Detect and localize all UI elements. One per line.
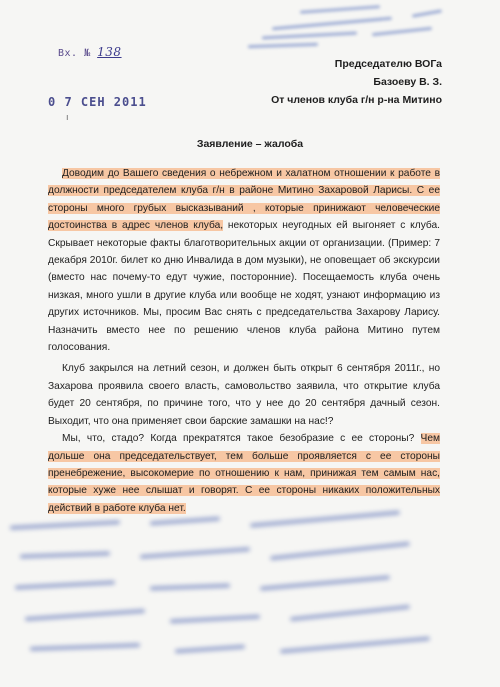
highlighted-text-2: Чем дольше она председательствует, тем больше проявляется с ее стороны пренебрежение, высокомерие по отношению к нам, принижая тем самым нас, которые хуже нее слышат и говорят. С ее стороны никаких положительных действий в работе клуба нет. bbox=[48, 433, 440, 514]
document-title: Заявление – жалоба bbox=[196, 138, 304, 150]
addressee-block bbox=[271, 55, 442, 109]
blurred-signatures bbox=[0, 505, 500, 687]
stamp-mark: ı bbox=[66, 112, 69, 122]
highlighted-text-1: Доводим до Вашего сведения о небрежном и халатном отношении к работе в должности председателем клуба г/н в районе Митино Захаровой Ларисы. С ее стороны много грубых высказываний , которые принижают человеческие достоинства в адрес членов клуба, bbox=[48, 168, 440, 232]
incoming-label: Вх. № bbox=[58, 48, 91, 59]
document-body bbox=[48, 165, 440, 517]
paragraph-3-start: Мы, что, стадо? Когда прекратятся такое безобразие с ее стороны? bbox=[62, 433, 421, 445]
addressee-line-3: От членов клуба г/н р-на Митино bbox=[271, 94, 442, 106]
addressee-line-2: Базоеву В. З. bbox=[373, 76, 442, 88]
incoming-number: 138 bbox=[97, 45, 122, 59]
paragraph-1-rest: некоторых неугодных ей выгоняет с клуба. Скрывает некоторые факты благотворительных акции от организации. (Пример: 7 декабря 2010г. билет ко дню Инвалида в дом музыки), не оповещает об экскурсии (вместо нас почему-то едут чужие, посторонние). Посещаемость клуба очень низкая, много ушли в другие клуба или вообще не ходят, узнают информацию из других источников. Мы, просим Вас снять с председательства Захарову Ларису. Назначить вместо нее по решению членов клуба района Митино путем голосования. bbox=[48, 220, 440, 354]
paragraph-1 bbox=[48, 165, 440, 356]
addressee-line-1: Председателю ВОГа bbox=[334, 58, 442, 70]
stamp-date: 0 7 СЕН 2011 bbox=[48, 95, 147, 109]
incoming-stamp bbox=[58, 45, 122, 59]
paragraph-2: Клуб закрылся на летний сезон, и должен быть открыт 6 сентября 2011г., но Захарова проявила своего власть, самовольство заявила, что открытие клуба будет 20 сентября, по причине того, что у нее до 20 сентября дачный сезон. Выходит, что она применяет свои барские замашки на нас!? bbox=[48, 363, 440, 427]
